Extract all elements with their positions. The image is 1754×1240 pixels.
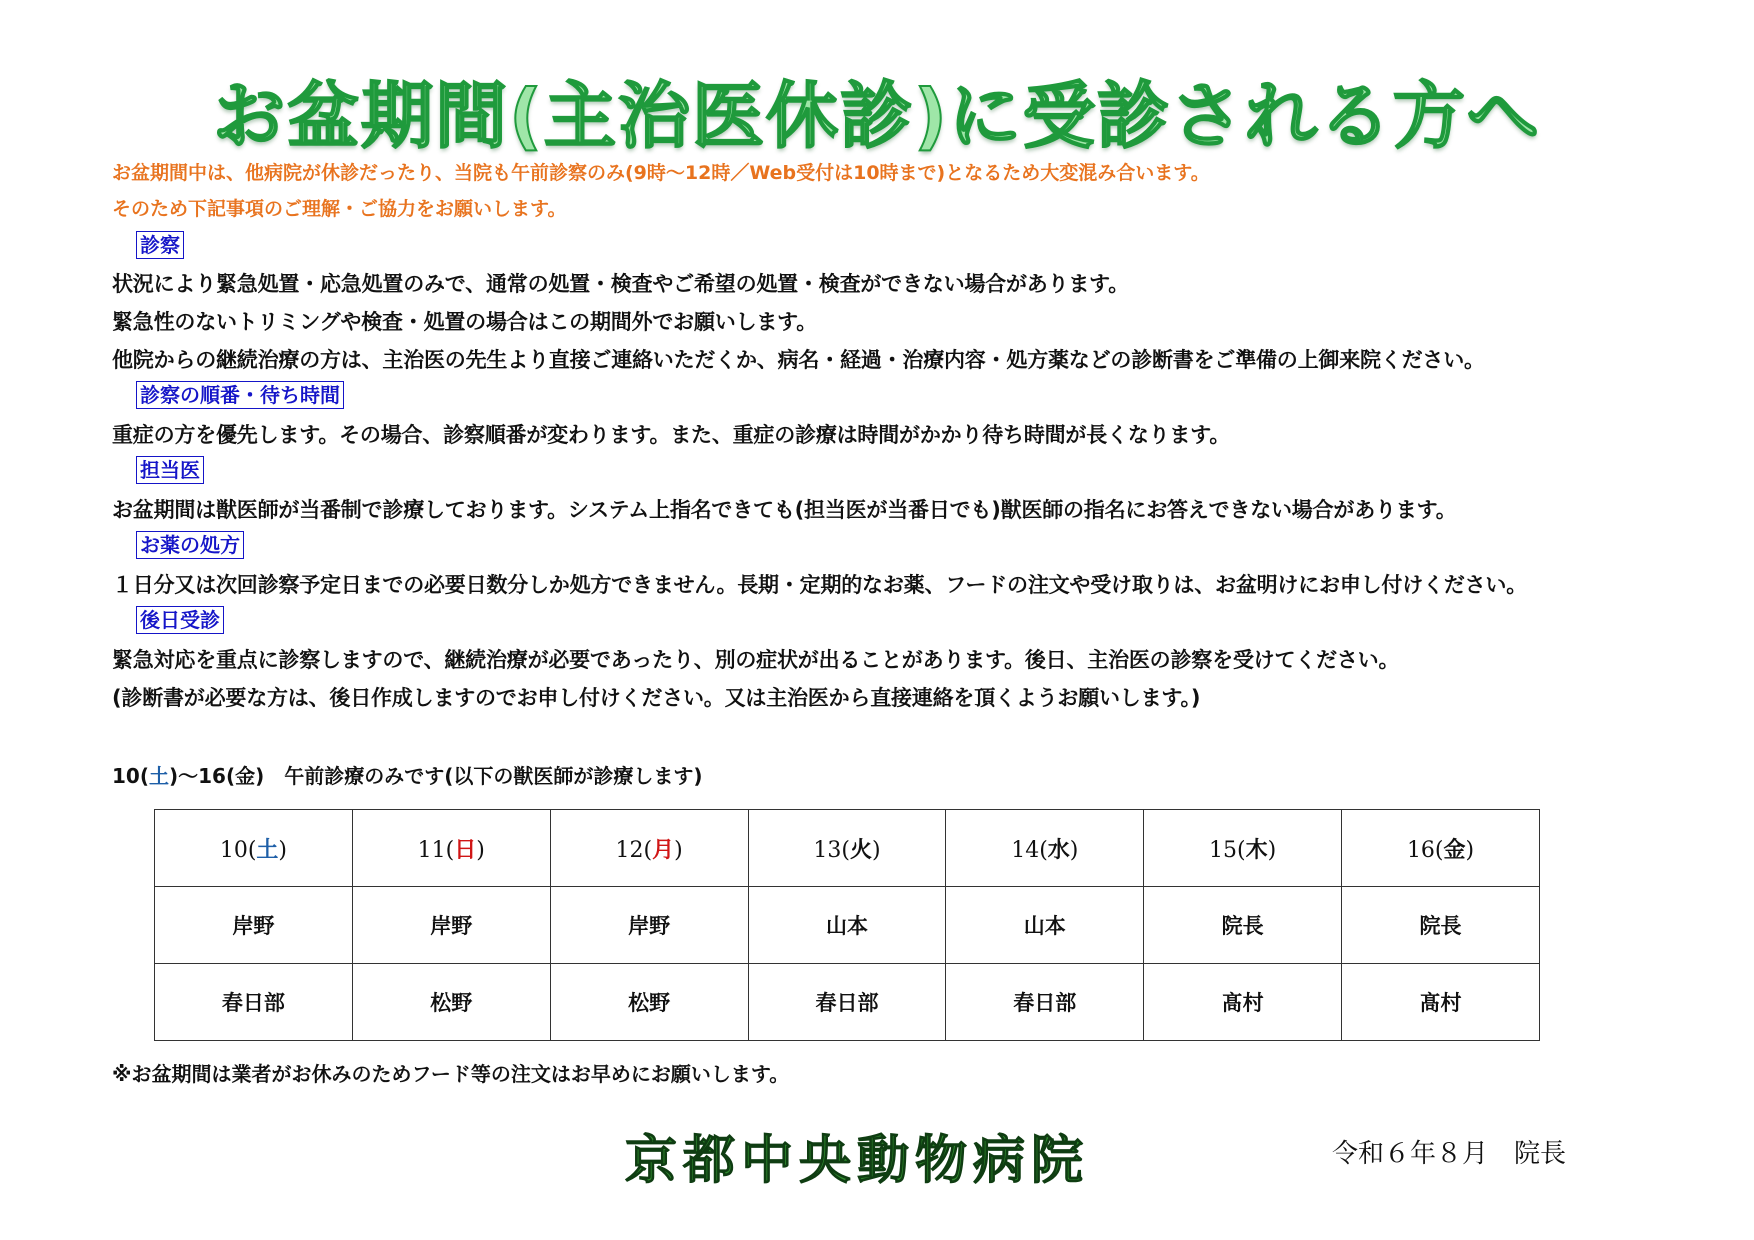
doctor-cell: 岸野 [550, 887, 748, 964]
doctor-cell: 院長 [1144, 887, 1342, 964]
schedule-title: 10(土)～16(金) 午前診療のみです(以下の獣医師が診療します) [112, 764, 703, 788]
date-cell-12: 12(月) [550, 810, 748, 887]
doctor-cell: 岸野 [352, 887, 550, 964]
doctor-row-1 [155, 887, 1540, 964]
date-row [155, 810, 1540, 887]
order-wait-line-1: 重症の方を優先します。その場合、診察順番が変わります。また、重症の診療は時間がかかり待ち時間が長くなります。 [112, 423, 1231, 447]
doctor-cell: 院長 [1342, 887, 1540, 964]
signature: 令和６年８月 院長 [1332, 1139, 1567, 1169]
date-cell-11: 11(日) [352, 810, 550, 887]
doctor-cell: 春日部 [946, 964, 1144, 1041]
date-cell-10: 10(土) [155, 810, 353, 887]
date-cell-14: 14(水) [946, 810, 1144, 887]
followup-line-2: (診断書が必要な方は、後日作成しますのでお申し付けください。又は主治医から直接連絡を頂くようお願いします。) [112, 686, 1201, 710]
doctor-cell: 春日部 [748, 964, 946, 1041]
doctor-cell: 山本 [946, 887, 1144, 964]
schedule-table [154, 809, 1540, 1041]
medicine-line-1: １日分又は次回診察予定日までの必要日数分しか処方できません。長期・定期的なお薬、フードの注文や受け取りは、お盆明けにお申し付けください。 [112, 573, 1528, 597]
date-cell-13: 13(火) [748, 810, 946, 887]
hospital-name: 京都中央動物病院 [625, 1130, 1090, 1191]
doctor-cell: 松野 [352, 964, 550, 1041]
doctor-cell: 松野 [550, 964, 748, 1041]
examination-line-2: 緊急性のないトリミングや検査・処置の場合はこの期間外でお願いします。 [112, 310, 818, 334]
doctor-row-2 [155, 964, 1540, 1041]
followup-line-1: 緊急対応を重点に診察しますので、継続治療が必要であったり、別の症状が出ることがあります。後日、主治医の診察を受けてください。 [112, 648, 1400, 672]
examination-line-3: 他院からの継続治療の方は、主治医の先生より直接ご連絡いただくか、病名・経過・治療内容・処方薬などの診断書をご準備の上御来院ください。 [112, 348, 1485, 372]
doctor-cell: 岸野 [155, 887, 353, 964]
section-heading-medicine: お薬の処方 [136, 531, 244, 559]
section-heading-order-wait: 診察の順番・待ち時間 [136, 381, 344, 409]
doctor-cell: 山本 [748, 887, 946, 964]
intro-line-2: そのため下記事項のご理解・ご協力をお願いします。 [112, 198, 567, 220]
date-cell-16: 16(金) [1342, 810, 1540, 887]
section-heading-doctor: 担当医 [136, 456, 204, 484]
section-heading-followup: 後日受診 [136, 606, 224, 634]
doctor-line-1: お盆期間は獣医師が当番制で診療しております。システム上指名できても(担当医が当番日でも)獣医師の指名にお答えできない場合があります。 [112, 498, 1457, 522]
intro-line-1: お盆期間中は、他病院が休診だったり、当院も午前診察のみ(9時～12時／Web受付は10時まで)となるため大変混み合います。 [112, 162, 1210, 184]
examination-line-1: 状況により緊急処置・応急処置のみで、通常の処置・検査やご希望の処置・検査ができない場合があります。 [112, 272, 1130, 296]
doctor-cell: 髙村 [1144, 964, 1342, 1041]
doctor-cell: 髙村 [1342, 964, 1540, 1041]
doctor-cell: 春日部 [155, 964, 353, 1041]
food-order-note: ※お盆期間は業者がお休みのためフード等の注文はお早めにお願いします。 [112, 1062, 790, 1086]
date-cell-15: 15(木) [1144, 810, 1342, 887]
section-heading-examination: 診察 [136, 231, 184, 259]
page-title: お盆期間(主治医休診)に受診される方へ [213, 74, 1541, 158]
